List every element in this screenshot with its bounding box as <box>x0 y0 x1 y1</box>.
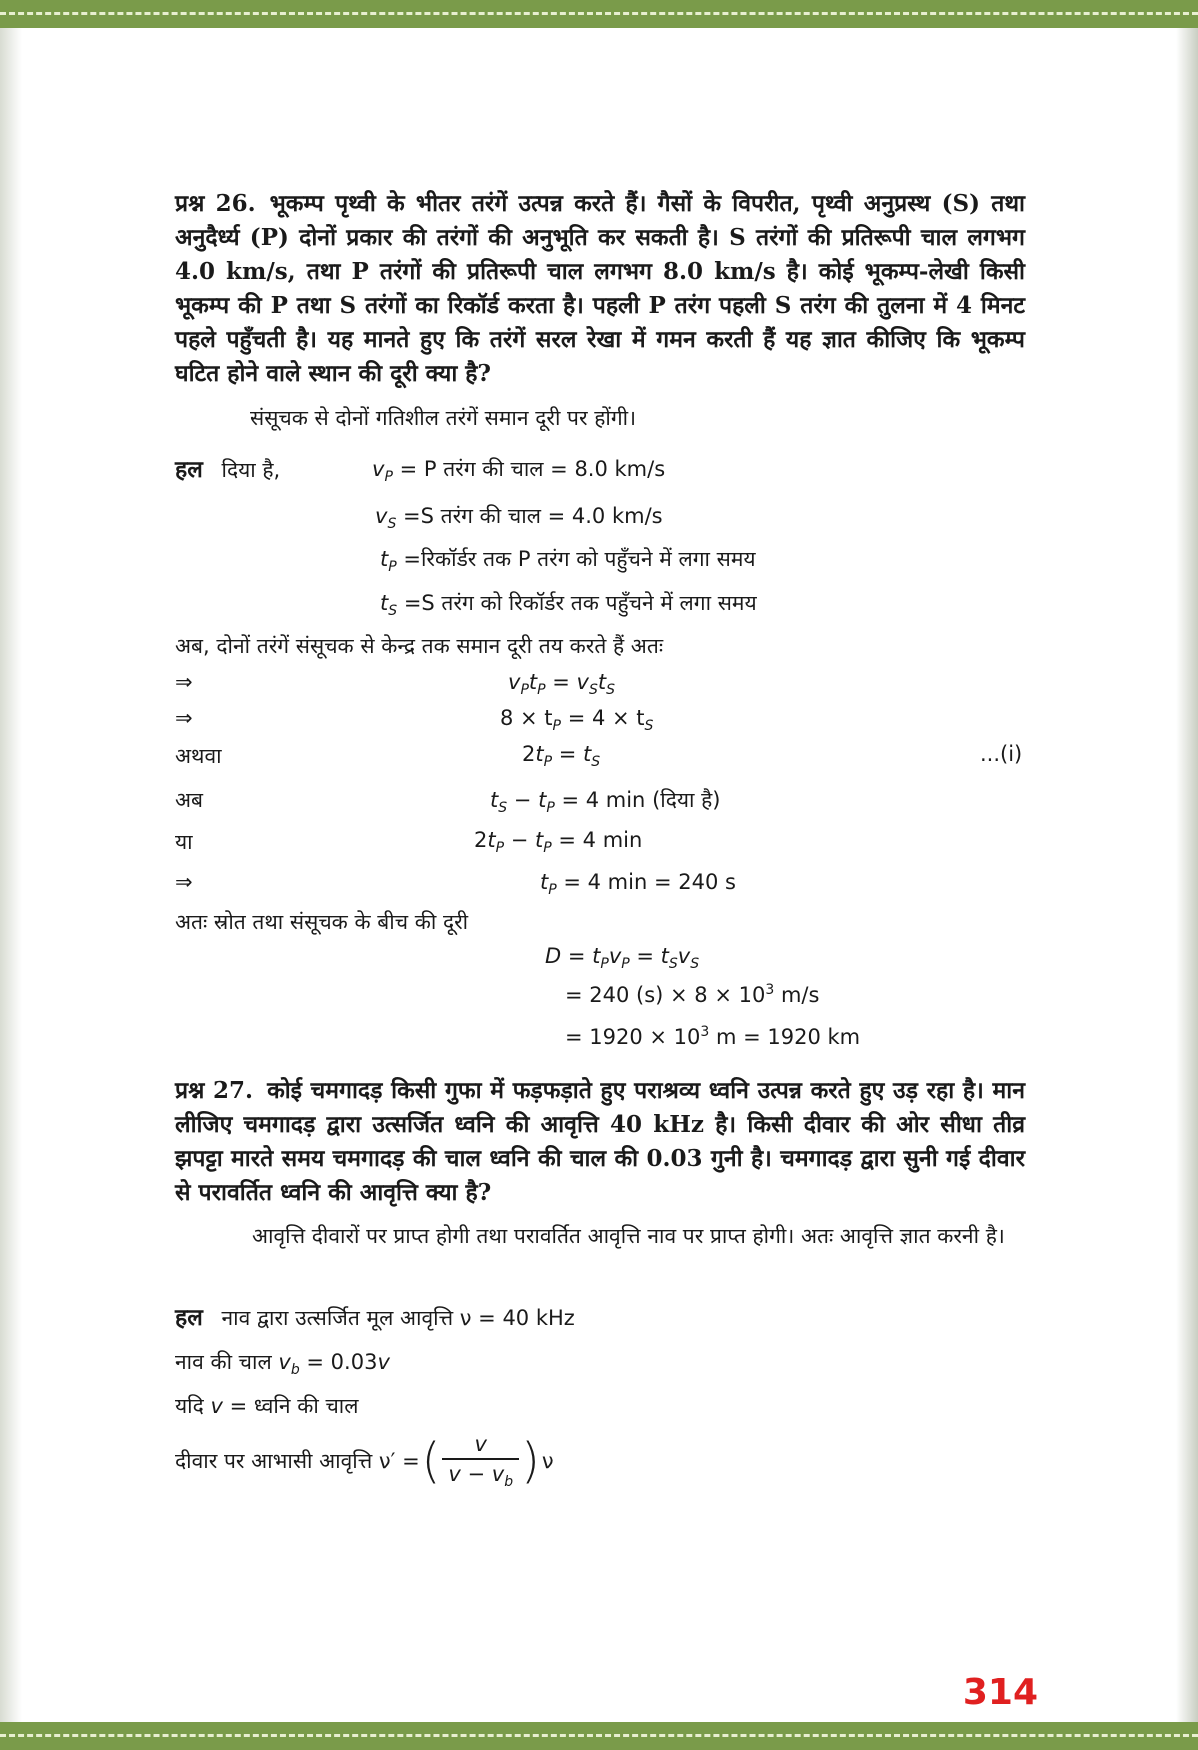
vs-definition: $v_S =S$ तरंग की चाल = 4.0 km/s <box>375 504 663 533</box>
arrow-1: ⇒ <box>175 670 193 694</box>
top-border <box>0 0 1198 28</box>
ab-label: अब <box>175 788 204 812</box>
page-number: 314 <box>962 1672 1038 1713</box>
q26-given-vp: हल दिया है, <box>175 456 281 483</box>
question-27-block <box>175 1074 1025 1210</box>
eq-8: = 240 $(s) \times 8 \times 10^3$ m/s <box>565 982 820 1007</box>
ts-definition: $t_S =S$ तरंग को रिकॉर्डर तक पहुँचने में लगा समय <box>380 591 757 620</box>
eq-label-i: ...(i) <box>980 742 1023 766</box>
athva-label: अथवा <box>175 744 222 768</box>
tp-definition: $t_P$ =रिकॉर्डर तक P तरंग को पहुँचने में लगा समय <box>380 547 756 576</box>
eq-5: $2t_P - t_P = 4$ min <box>474 828 643 857</box>
q26-now-text: अब, दोनों तरंगें संसूचक से केन्द्र तक समान दूरी तय करते हैं अतः <box>175 634 664 658</box>
eq-4: $t_S - t_P = 4$ min (दिया है) <box>490 788 721 817</box>
q27-note: आवृत्ति दीवारों पर प्राप्त होगी तथा परावर्तित आवृत्ति नाव पर प्राप्त होगी। अतः आवृत्ति ज्ञात करनी है। <box>252 1224 1005 1248</box>
question-26-label: प्रश्न 26. <box>175 190 256 217</box>
eq-7: $D = t_Pv_P = t_Sv_S$ <box>545 944 700 973</box>
question-26-text: प्रश्न 26. भूकम्प पृथ्वी के भीतर तरंगें उत्पन्न करते हैं। गैसों के विपरीत, पृथ्वी अनुप्रस्थ (S) तथा अनुदैर्ध्य (P) दोनों प्रकार की तरंगों की अनुभूति कर सकती है। S तरंगों की प्रतिरूपी चाल लगभग 4.0 km/s, तथा P तरंगों की प्रतिरूपी चाल लगभग 8.0 km/s है। कोई भूकम्प-लेखी किसी भूकम्प की P तथा S तरंगों का रिकॉर्ड करता है। पहली P तरंग पहली S तरंग की तुलना में 4 मिनट पहले पहुँचती है। यह मानते हुए कि तरंगें सरल रेखा में गमन करती हैं यह ज्ञात कीजिए कि भूकम्प घटित होने वाले स्थान की दूरी क्या है? <box>175 190 1025 387</box>
eq-9: = $1920 \times 10^3$ m = 1920 km <box>565 1024 861 1049</box>
eq-6: $t_P = 4$ min = 240 s <box>540 870 736 899</box>
right-shadow <box>1176 28 1198 1722</box>
bottom-border <box>0 1722 1198 1750</box>
arrow-3: ⇒ <box>175 870 193 894</box>
q26-distance-text: अतः स्रोत तथा संसूचक के बीच की दूरी <box>175 910 469 934</box>
q27-line2: नाव की चाल $v_b = 0.03v$ <box>175 1350 390 1379</box>
arrow-2: ⇒ <box>175 706 193 730</box>
q26-note: संसूचक से दोनों गतिशील तरंगें समान दूरी पर होंगी। <box>250 406 637 430</box>
left-shadow <box>0 28 22 1722</box>
fraction: ( $\frac{v}{v - v_b}$ ) <box>421 1432 540 1491</box>
vp-definition: $v_P = P$ तरंग की चाल = 8.0 km/s <box>372 457 666 486</box>
question-27-text: प्रश्न 27. कोई चमगादड़ किसी गुफा में फड़फड़ाते हुए पराश्रव्य ध्वनि उत्पन्न करते हुए उड़ रहा है। मान लीजिए चमगादड़ द्वारा उत्सर्जित ध्वनि की आवृत्ति 40 kHz है। किसी दीवार की ओर सीधा तीव्र झपट्टा मारते समय चमगादड़ की चाल ध्वनि की चाल की 0.03 गुनी है। चमगादड़ द्वारा सुनी गई दीवार से परावर्तित ध्वनि की आवृत्ति क्या है? <box>175 1077 1026 1206</box>
question-27-label: प्रश्न 27. <box>175 1077 254 1104</box>
q27-line4: दीवार पर आभासी आवृत्ति ν′ = ( $\frac{v}{v - v_b}$ ) ν <box>175 1432 554 1491</box>
q27-hal-line: हल नाव द्वारा उत्सर्जित मूल आवृत्ति ν = 40 kHz <box>175 1304 575 1331</box>
eq-3: $2t_P = t_S$ <box>522 742 601 771</box>
question-26-block <box>175 187 1025 391</box>
ya-label: या <box>175 830 193 854</box>
eq-1: $v_Pt_P = v_St_S$ <box>508 670 615 699</box>
q27-line3: यदि v = ध्वनि की चाल <box>175 1394 359 1418</box>
eq-2: $8 \times t_P = 4 \times t_S$ <box>500 706 654 735</box>
